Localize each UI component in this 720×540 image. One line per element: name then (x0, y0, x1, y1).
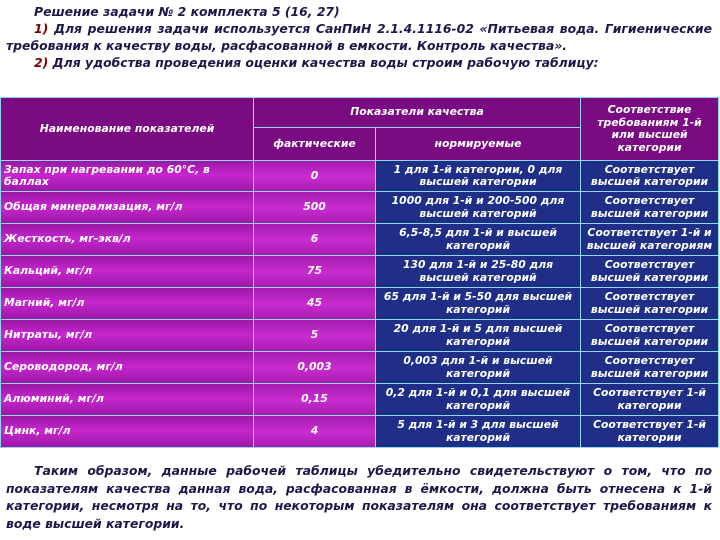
row-normative: 5 для 1-й и 3 для высшей категорий (376, 416, 581, 448)
header-actual: фактические (254, 128, 376, 161)
row-normative: 130 для 1-й и 25-80 для высшей категорий (376, 256, 581, 288)
header-compliance: Соответствие требованиям 1-й или высшей категории (581, 98, 719, 161)
header-quality-group: Показатели качества (254, 98, 581, 128)
header-normative: нормируемые (376, 128, 581, 161)
table-header-row (1, 98, 719, 128)
table-row (1, 384, 719, 416)
row-name: Жесткость, мг-экв/л (1, 224, 254, 256)
table-row (1, 416, 719, 448)
row-compliance: Соответствует 1-й категории (581, 384, 719, 416)
task-title: Решение задачи № 2 комплекта 5 (16, 27) (34, 4, 340, 19)
row-name: Алюминий, мг/л (1, 384, 254, 416)
step-1-text: Для решения задачи используется СанПиН 2.1.4.1116-02 «Питьевая вода. Гигиенические требования к качеству воды, расфасованной в емкости. Контроль качества». (6, 21, 712, 53)
step-2 (6, 54, 712, 71)
row-normative: 20 для 1-й и 5 для высшей категорий (376, 320, 581, 352)
row-normative: 65 для 1-й и 5-50 для высшей категорий (376, 288, 581, 320)
row-normative: 1000 для 1-й и 200-500 для высшей категорий (376, 192, 581, 224)
row-actual: 0,003 (254, 352, 376, 384)
row-actual: 500 (254, 192, 376, 224)
row-name: Цинк, мг/л (1, 416, 254, 448)
conclusion-text: Таким образом, данные рабочей таблицы убедительно свидетельствуют о том, что по показателям качества данная вода, расфасованная в ёмкости, должна быть отнесена к 1-й категории, несмотря на то, что по некоторым показателям она соответствует требованиям к воде высшей категории. (6, 463, 712, 531)
row-actual: 75 (254, 256, 376, 288)
row-normative: 1 для 1-й категории, 0 для высшей категории (376, 161, 581, 192)
row-compliance: Соответствует 1-й категории (581, 416, 719, 448)
quality-table (0, 97, 719, 448)
row-compliance: Соответствует высшей категории (581, 288, 719, 320)
row-name: Нитраты, мг/л (1, 320, 254, 352)
row-compliance: Соответствует 1-й и высшей категориям (581, 224, 719, 256)
row-actual: 4 (254, 416, 376, 448)
row-name: Сероводород, мг/л (1, 352, 254, 384)
table-row (1, 161, 719, 192)
step-2-text: Для удобства проведения оценки качества воды строим рабочую таблицу: (52, 55, 599, 70)
row-actual: 45 (254, 288, 376, 320)
row-name: Общая минерализация, мг/л (1, 192, 254, 224)
row-actual: 6 (254, 224, 376, 256)
row-name: Запах при нагревании до 60°С, в баллах (1, 161, 254, 192)
row-compliance: Соответствует высшей категории (581, 161, 719, 192)
row-actual: 0,15 (254, 384, 376, 416)
step-2-number: 2) (34, 55, 49, 70)
table-row (1, 224, 719, 256)
row-actual: 5 (254, 320, 376, 352)
step-1 (6, 20, 712, 54)
table-row (1, 352, 719, 384)
row-compliance: Соответствует высшей категории (581, 320, 719, 352)
row-compliance: Соответствует высшей категории (581, 352, 719, 384)
intro-text (6, 3, 712, 71)
row-normative: 0,003 для 1-й и высшей категорий (376, 352, 581, 384)
table-row (1, 256, 719, 288)
row-name: Магний, мг/л (1, 288, 254, 320)
table-row (1, 320, 719, 352)
row-name: Кальций, мг/л (1, 256, 254, 288)
table-row (1, 192, 719, 224)
row-actual: 0 (254, 161, 376, 192)
table-row (1, 288, 719, 320)
row-normative: 6,5-8,5 для 1-й и высшей категорий (376, 224, 581, 256)
row-compliance: Соответствует высшей категории (581, 192, 719, 224)
header-name: Наименование показателей (1, 98, 254, 161)
row-compliance: Соответствует высшей категории (581, 256, 719, 288)
row-normative: 0,2 для 1-й и 0,1 для высшей категорий (376, 384, 581, 416)
step-1-number: 1) (34, 21, 49, 36)
